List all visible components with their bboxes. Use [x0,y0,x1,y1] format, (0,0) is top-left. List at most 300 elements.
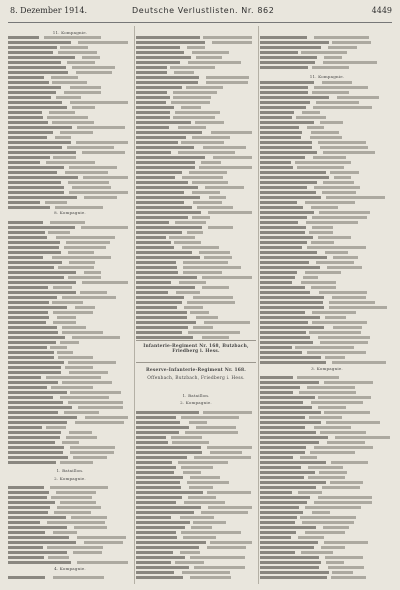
entry-line [260,91,392,94]
entry-line [136,431,254,434]
entry-line [8,501,130,504]
entry-line [8,131,130,134]
entry-line [136,266,254,269]
entry-line [260,251,392,254]
entry-line [136,456,254,459]
entry-line [136,201,254,204]
entry-line [8,341,130,344]
entry-line [136,286,254,289]
entry-line [8,461,130,464]
entry-line [136,256,254,259]
entry-line [136,516,254,519]
entry-line [8,291,130,294]
entry-line [136,336,254,339]
entry-line [260,296,392,299]
entry-line [260,101,392,104]
entry-line [8,171,130,174]
entry-line [136,486,254,489]
entry-line [260,481,392,484]
entry-line [8,516,130,519]
entry-line [260,396,392,399]
entry-line [8,376,130,379]
entry-line [136,36,254,39]
header-issue: Nr. 862 [241,6,275,15]
entry-line [260,501,392,504]
entry-line [136,306,254,309]
entry-line [136,416,254,419]
entry-line [136,296,254,299]
entry-line [136,151,254,154]
entry-line [260,216,392,219]
entry-line [8,401,130,404]
entry-line [136,161,254,164]
entry-line [136,531,254,534]
entry-line [260,341,392,344]
entry-line [260,546,392,549]
section-heading: 2. Kompagnie. [54,476,86,481]
entry-line [8,156,130,159]
entry-line [136,441,254,444]
column-separator [134,26,135,584]
entry-line [260,301,392,304]
entry-line [8,441,130,444]
entry-line [136,41,254,44]
header-date: 8. Dezember 1914. [10,6,87,15]
entry-line [8,311,130,314]
entry-line [8,326,130,329]
entry-line [260,576,392,579]
entry-line [8,96,130,99]
entry-line [260,241,392,244]
entry-line [136,81,254,84]
entry-line [8,421,130,424]
entry-line [8,76,130,79]
entry-line [260,146,392,149]
entry-line [8,221,130,224]
entry-line [260,281,392,284]
entry-line [136,56,254,59]
entry-line [136,136,254,139]
entry-line [136,521,254,524]
entry-line [260,331,392,334]
section-heading: 8. Kompagnie. [54,210,86,215]
entry-line [136,206,254,209]
entry-line [260,86,392,89]
entry-line [136,476,254,479]
entry-line [260,346,392,349]
entry-line [136,116,254,119]
entry-line [260,61,392,64]
entry-line [260,556,392,559]
entry-line [136,236,254,239]
entry-line [136,76,254,79]
entry-line [8,391,130,394]
entry-line [8,41,130,44]
entry-line [8,266,130,269]
section-heading: 11. Kompagnie. [309,74,345,79]
entry-line [8,196,130,199]
entry-line [136,196,254,199]
entry-line [260,336,392,339]
entry-line [136,331,254,334]
entry-line [8,371,130,374]
entry-line [260,226,392,229]
entry-line [260,431,392,434]
entry-line [136,276,254,279]
entry-line [260,181,392,184]
entry-line [136,411,254,414]
entry-line [8,276,130,279]
entry-line [136,261,254,264]
entry-line [8,141,130,144]
entry-line [136,106,254,109]
entry-line [8,251,130,254]
entry-line [260,571,392,574]
entry-line [260,506,392,509]
entry-line [260,291,392,294]
entry-line [8,36,130,39]
entry-line [136,466,254,469]
section-heading: 1. Bataillon. [182,393,210,398]
entry-line [8,301,130,304]
entry-line [8,331,130,334]
entry-line [8,136,130,139]
entry-line [8,91,130,94]
entry-line [260,231,392,234]
entry-line [260,351,392,354]
entry-line [260,446,392,449]
entry-line [8,241,130,244]
entry-line [136,66,254,69]
entry-line [136,301,254,304]
entry-line [8,226,130,229]
column-1 [8,28,132,584]
entry-line [8,406,130,409]
entry-line [260,81,392,84]
entry-line [8,431,130,434]
section-heading: 11. Kompagnie. [52,30,88,35]
entry-line [136,481,254,484]
entry-line [8,61,130,64]
entry-line [260,451,392,454]
entry-line [8,436,130,439]
entry-line [136,141,254,144]
entry-line [8,201,130,204]
entry-line [136,131,254,134]
entry-line [136,216,254,219]
entry-line [8,576,130,579]
column-2 [136,28,256,584]
entry-line [8,366,130,369]
entry-line [260,266,392,269]
entry-line [260,191,392,194]
entry-line [8,451,130,454]
regiment-heading: Infanterie-Regiment Nr. 168, Butzbach, Friedberg i. Hess. [143,344,249,354]
entry-line [260,411,392,414]
entry-line [260,206,392,209]
section-divider [136,340,256,341]
entry-line [136,251,254,254]
entry-line [260,51,392,54]
entry-line [8,271,130,274]
entry-line [136,156,254,159]
entry-line [260,566,392,569]
entry-line [8,356,130,359]
entry-line [8,381,130,384]
entry-line [260,461,392,464]
entry-line [136,536,254,539]
entry-line [136,86,254,89]
entry-line [260,536,392,539]
entry-line [8,316,130,319]
entry-line [8,336,130,339]
entry-line [8,66,130,69]
entry-line [260,66,392,69]
entry-line [260,521,392,524]
entry-line [8,126,130,129]
entry-line [260,311,392,314]
entry-line [260,376,392,379]
regiment-heading: Reserve-Infanterie-Regiment Nr. 168. [145,368,247,373]
entry-line [260,491,392,494]
entry-line [8,526,130,529]
entry-line [260,56,392,59]
entry-line [136,211,254,214]
entry-line [8,286,130,289]
regiment-location: Offenbach, Butzbach, Friedberg i. Hess. [147,376,245,381]
entry-line [260,531,392,534]
entry-line [136,96,254,99]
entry-line [136,576,254,579]
entry-line [8,386,130,389]
entry-line [136,61,254,64]
entry-line [8,496,130,499]
entry-line [260,401,392,404]
entry-line [136,321,254,324]
entry-line [8,246,130,249]
entry-line [8,411,130,414]
entry-line [136,491,254,494]
entry-line [136,436,254,439]
entry-line [260,271,392,274]
entry-line [8,416,130,419]
entry-line [136,166,254,169]
entry-line [136,506,254,509]
entry-line [260,416,392,419]
header-rule [8,22,392,23]
entry-line [8,166,130,169]
entry-line [260,471,392,474]
entry-line [136,471,254,474]
entry-line [8,456,130,459]
entry-line [136,221,254,224]
entry-line [8,236,130,239]
entry-line [260,201,392,204]
entry-line [260,321,392,324]
entry-line [260,316,392,319]
entry-line [260,361,392,364]
section-heading: 1. Bataillon. [56,468,84,473]
column-3 [260,28,394,584]
entry-line [136,526,254,529]
entry-line [260,126,392,129]
entry-line [260,356,392,359]
entry-line [136,171,254,174]
entry-line [260,286,392,289]
entry-line [136,111,254,114]
entry-line [8,101,130,104]
entry-line [260,46,392,49]
entry-line [260,141,392,144]
entry-line [8,546,130,549]
entry-line [136,191,254,194]
entry-line [260,456,392,459]
entry-line [8,551,130,554]
entry-line [260,221,392,224]
entry-line [136,121,254,124]
entry-line [136,556,254,559]
entry-line [136,571,254,574]
entry-line [136,246,254,249]
header-title: Deutsche Verlustlisten. Nr. 862 [132,6,275,15]
section-heading: 2. Kompagnie. [180,400,212,405]
entry-line [260,541,392,544]
section-heading: 3. Kompagnie. [311,366,343,371]
entry-line [136,541,254,544]
entry-line [8,491,130,494]
entry-line [260,306,392,309]
entry-line [136,241,254,244]
entry-line [8,231,130,234]
entry-line [136,561,254,564]
entry-line [8,261,130,264]
entry-line [8,151,130,154]
entry-line [8,396,130,399]
entry-line [260,526,392,529]
entry-line [260,171,392,174]
entry-line [260,96,392,99]
entry-line [8,426,130,429]
entry-line [8,296,130,299]
entry-line [8,121,130,124]
entry-line [136,176,254,179]
entry-line [136,271,254,274]
entry-line [260,511,392,514]
entry-line [260,236,392,239]
entry-line [8,106,130,109]
entry-line [136,326,254,329]
column-separator [258,26,259,584]
entry-line [8,56,130,59]
entry-line [260,116,392,119]
entry-line [8,306,130,309]
entry-line [8,176,130,179]
page-header [10,4,392,18]
entry-line [136,311,254,314]
entry-line [8,321,130,324]
entry-line [136,101,254,104]
entry-line [136,566,254,569]
entry-line [136,231,254,234]
entry-line [260,326,392,329]
entry-line [260,186,392,189]
entry-line [8,351,130,354]
entry-line [8,46,130,49]
entry-line [260,151,392,154]
entry-line [136,91,254,94]
entry-line [136,421,254,424]
entry-line [8,191,130,194]
entry-line [8,446,130,449]
entry-line [260,131,392,134]
entry-line [260,406,392,409]
entry-line [260,261,392,264]
entry-line [8,146,130,149]
entry-line [260,246,392,249]
entry-line [8,181,130,184]
entry-line [260,441,392,444]
entry-line [8,206,130,209]
entry-line [136,291,254,294]
entry-line [260,36,392,39]
entry-line [260,421,392,424]
entry-line [260,551,392,554]
entry-line [136,446,254,449]
entry-line [136,316,254,319]
entry-line [260,41,392,44]
entry-line [8,506,130,509]
entry-line [8,521,130,524]
entry-line [260,166,392,169]
entry-line [260,496,392,499]
entry-line [260,436,392,439]
entry-line [136,226,254,229]
entry-line [136,461,254,464]
entry-line [136,546,254,549]
entry-line [260,516,392,519]
entry-line [136,281,254,284]
entry-line [136,186,254,189]
entry-line [260,561,392,564]
entry-line [8,281,130,284]
entry-line [136,501,254,504]
entry-line [8,51,130,54]
entry-line [260,111,392,114]
entry-line [8,116,130,119]
entry-line [260,176,392,179]
entry-line [136,51,254,54]
entry-line [8,111,130,114]
entry-line [136,181,254,184]
entry-line [136,451,254,454]
entry-line [260,426,392,429]
entry-line [260,106,392,109]
entry-line [8,256,130,259]
entry-line [260,121,392,124]
entry-line [136,126,254,129]
entry-line [8,81,130,84]
entry-line [260,256,392,259]
entry-line [8,511,130,514]
entry-line [260,136,392,139]
entry-line [260,161,392,164]
entry-line [136,496,254,499]
entry-line [8,186,130,189]
entry-line [8,536,130,539]
section-divider [136,362,256,363]
entry-line [8,531,130,534]
entry-line [260,486,392,489]
